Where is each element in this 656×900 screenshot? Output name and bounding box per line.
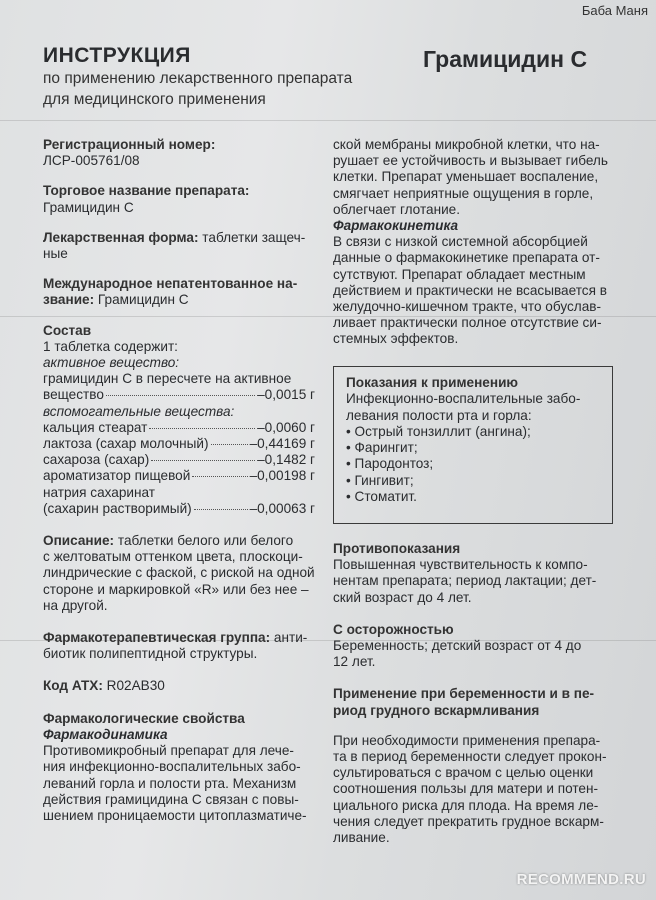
inn-value: Грамицидин С	[94, 292, 189, 308]
pharmdyn-cont-line: клетки. Препарат уменьшает воспаление,	[333, 169, 599, 185]
group-value: анти-	[270, 630, 308, 646]
excipient-row: ароматизатор пищевой – 0,00198 г	[43, 468, 315, 484]
saccharin-name: (сахарин растворимый)	[43, 500, 192, 516]
form-value: таблетки защеч-	[198, 229, 306, 245]
pharm-title: Фармакологические свойства	[43, 710, 245, 726]
excipient-name: кальция стеарат	[43, 419, 148, 435]
pharmkin-line: желудочно-кишечном тракте, что обуслав-	[333, 299, 602, 315]
reg-value: ЛСР-005761/08	[43, 153, 140, 169]
pharmdyn-cont-line: облегчает глотание.	[333, 201, 461, 217]
caution-line: 12 лет.	[333, 654, 376, 670]
right-column-lower	[333, 541, 613, 846]
pharmdyn-line: леваний горла и полости рта. Механизм	[43, 775, 297, 791]
excipients-list	[43, 420, 315, 485]
indications-box	[333, 366, 613, 524]
group-value-cont: биотик полипептидной структуры.	[43, 646, 258, 662]
indication-item: • Фарингит;	[346, 440, 602, 456]
active-value: 0,0015 г	[264, 387, 315, 403]
indications-title: Показания к применению	[346, 375, 519, 390]
active-label: активное вещество:	[43, 355, 180, 371]
pharmkin-line: сутствуют. Препарат обладает местным	[333, 266, 586, 282]
description-line: таблетки белого или белого	[114, 533, 294, 549]
pharmdyn-line: Противомикробный препарат для лече-	[43, 743, 294, 759]
saccharin-value: 0,00063 г	[257, 500, 315, 516]
doc-title: ИНСТРУКЦИЯ	[43, 44, 191, 67]
pregnancy-line: сультироваться с врачом с целью оценки	[333, 765, 594, 781]
description-label: Описание:	[43, 533, 115, 549]
active-name: вещество	[43, 387, 104, 403]
excipient-row: лактоза (сахар молочный) – 0,44169 г	[43, 436, 315, 452]
composition-line: 1 таблетка содержит:	[43, 338, 178, 354]
user-watermark: Баба Маня	[581, 3, 648, 18]
description-line: стороне и маркировкой «R» или без нее –	[43, 581, 309, 597]
right-column	[333, 137, 613, 348]
pregnancy-line: При необходимости применения препара-	[333, 732, 601, 748]
excipient-value: 0,00198 г	[257, 468, 315, 484]
excipient-row: кальция стеарат – 0,0060 г	[43, 419, 315, 435]
pharmdyn-line: шением проницаемости цитоплазматиче-	[43, 807, 307, 823]
active-line: грамицидин С в пересчете на активное	[43, 371, 292, 387]
indications-line: левания полости рта и горла:	[346, 407, 532, 423]
contra-title: Противопоказания	[333, 541, 461, 556]
doc-subtitle-2: для медицинского применения	[43, 91, 266, 108]
excipient-value: 0,1482 г	[264, 452, 315, 468]
pharmkin-line: данные о фармакокинетике препарата от-	[333, 250, 600, 266]
excipient-value: 0,44169 г	[257, 436, 315, 452]
pharmkin-line: ливает практически полное отсутствие си-	[333, 315, 602, 331]
pharmkin-title: Фармакокинетика	[333, 218, 459, 234]
pregnancy-line: соотношения пользы для матери и потен-	[333, 781, 599, 797]
pregnancy-line: ливание.	[333, 830, 390, 846]
inn-label: Международное непатентованное на-	[43, 276, 298, 292]
left-column: Регистрационный номер: ЛСР-005761/08 Торговое название препарата: Грамицидин С Лекарственная форма: таблетки защеч- ные Международное непатентованное на- звание: Грамицидин С Состав 1 таблетка содержит: активное вещество: грамицидин С в пересчете на активное вещество – 0,0015 г вспомогательные вещества: кальция стеарат – 0,0060 г лактоза (сахар молочный) – 0,44169 г сахароза (сахар) – 0,1482 г ароматизатор пищевой – 0,00198 г натрия сахаринат (сахарин растворимый) – 0,00063 г Описание: таблетки белого или белого с желтоватым оттенком цвета, плоскоци- линдрические с фаской, с риской на одной стороне и маркировкой «R» или без нее – на другой. Фармакотерапевтическая группа: анти- биотик полипептидной структуры. Код АТХ: R02AB30 Фармакологические свойства Фармакодинамика Противомикробный препарат для лече- ния инфекционно-воспалительных забо- леваний горла и полости рта. Механизм действия грамицидина С связан с повы- шением проницаемости цитоплазматиче-	[43, 137, 315, 823]
inn-label-cont: звание:	[43, 292, 95, 308]
fold-line	[0, 120, 656, 121]
form-label: Лекарственная форма:	[43, 229, 199, 245]
excipient-name: лактоза (сахар молочный)	[43, 436, 209, 452]
pharmkin-line: В связи с низкой системной абсорбцией	[333, 234, 588, 250]
caution-title: С осторожностью	[333, 621, 454, 637]
pharmdyn-line: ния инфекционно-воспалительных забо-	[43, 759, 301, 775]
atc-label: Код АТХ:	[43, 678, 103, 694]
pharmkin-line: стемных эффектов.	[333, 331, 459, 347]
caution-line: Беременность; детский возраст от 4 до	[333, 638, 582, 654]
pregnancy-title-cont: риод грудного вскармливания	[333, 702, 540, 718]
pharmdyn-title: Фармакодинамика	[43, 726, 168, 742]
indication-item: • Стоматит.	[346, 489, 602, 505]
indication-item: • Острый тонзиллит (ангина);	[346, 424, 602, 440]
pregnancy-title: Применение при беременности и в пе-	[333, 686, 595, 702]
reg-label: Регистрационный номер:	[43, 137, 216, 152]
site-watermark: RECOMMEND.RU	[516, 871, 646, 888]
group-label: Фармакотерапевтическая группа:	[43, 630, 271, 646]
pregnancy-line: циального риска для плода. На время ле-	[333, 797, 599, 813]
trade-label: Торговое название препарата:	[43, 183, 250, 199]
indication-item: • Гингивит;	[346, 473, 602, 489]
contra-line: нентам препарата; период лактации; дет-	[333, 573, 597, 589]
pharmdyn-cont-line: рушает ее устойчивость и вызывает гибель	[333, 153, 608, 169]
indications-line: Инфекционно-воспалительные забо-	[346, 391, 581, 407]
pharmdyn-cont-line: смягчает неприятные ощущения в горле,	[333, 185, 594, 201]
excipient-name: сахароза (сахар)	[43, 452, 150, 468]
drug-name: Грамицидин С	[423, 46, 588, 72]
excipient-name: ароматизатор пищевой	[43, 468, 191, 484]
description-line: с желтоватым оттенком цвета, плоскоци-	[43, 549, 303, 565]
excipient-value: 0,0060 г	[264, 419, 315, 435]
indication-item: • Пародонтоз;	[346, 456, 602, 472]
doc-subtitle-1: по применению лекарственного препарата	[43, 70, 353, 87]
pregnancy-line: чения следует прекратить грудное вскарм-	[333, 813, 604, 829]
composition-title: Состав	[43, 322, 92, 338]
trade-value: Грамицидин С	[43, 199, 134, 215]
pharmkin-line: действием и практически не всасывается в	[333, 282, 607, 298]
description-line: линдрические с фаской, с риской на одной	[43, 565, 315, 581]
contra-line: Повышенная чувствительность к компо-	[333, 557, 588, 573]
pregnancy-line: та в период беременности следует прокон-	[333, 749, 607, 765]
pharmdyn-line: действия грамицидина С связан с повы-	[43, 791, 299, 807]
pharmdyn-cont-line: ской мембраны микробной клетки, что на-	[333, 137, 600, 152]
atc-value: R02AB30	[102, 678, 165, 694]
excipient-row: сахароза (сахар) – 0,1482 г	[43, 452, 315, 468]
description-line: на другой.	[43, 597, 108, 613]
contra-line: ский возраст до 4 лет.	[333, 589, 472, 605]
form-value-cont: ные	[43, 246, 68, 262]
excipients-label: вспомогательные вещества:	[43, 403, 235, 419]
saccharin-line: натрия сахаринат	[43, 484, 155, 500]
